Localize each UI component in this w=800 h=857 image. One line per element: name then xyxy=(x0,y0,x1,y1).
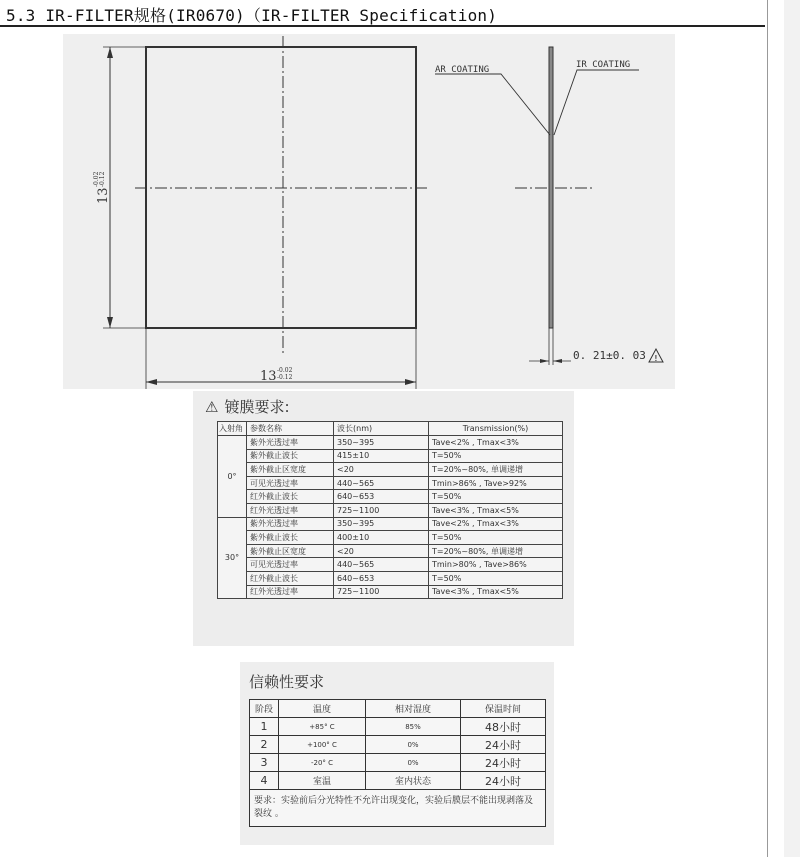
table-cell: Tave<3% , Tmax<5% xyxy=(429,503,563,517)
table-cell: 紫外光透过率 xyxy=(247,436,334,450)
incidence-angle-cell: 0° xyxy=(218,436,247,518)
table-cell: 红外光透过率 xyxy=(247,503,334,517)
table-cell: Tmin>80% , Tave>86% xyxy=(429,558,563,572)
table-header-row xyxy=(218,422,563,436)
table-cell: Tave<3% , Tmax<5% xyxy=(429,585,563,599)
table-cell: T=20%~80%, 单调递增 xyxy=(429,463,563,477)
table-cell: 可见光透过率 xyxy=(247,558,334,572)
table-cell: +85° C xyxy=(279,718,366,736)
table-row xyxy=(218,571,563,585)
width-tolerance-lower: -0.12 xyxy=(277,374,293,381)
table-cell: 640~653 xyxy=(334,571,429,585)
section-heading: 5.3 IR-FILTER规格(IR0670)（IR-FILTER Specification) xyxy=(6,6,498,25)
requirements-note: 要求：实验前后分光特性不允许出现变化，实验后膜层不能出现剥落及裂纹 。 xyxy=(250,790,546,827)
table-cell: 415±10 xyxy=(334,449,429,463)
table-row xyxy=(218,503,563,517)
table-header-cell: 相对湿度 xyxy=(366,700,461,718)
table-header-cell: 温度 xyxy=(279,700,366,718)
incidence-angle-cell: 30° xyxy=(218,517,247,599)
page-margin-strip xyxy=(784,0,800,857)
table-cell: 85% xyxy=(366,718,461,736)
table-row xyxy=(218,490,563,504)
table-cell: 400±10 xyxy=(334,531,429,545)
table-cell: T=50% xyxy=(429,449,563,463)
table-cell: 紫外截止区宽度 xyxy=(247,463,334,477)
height-tolerance-lower: -0.12 xyxy=(99,171,106,187)
table-cell: 0% xyxy=(366,754,461,772)
thickness-dimension: 0. 21±0. 03 xyxy=(573,349,646,362)
coating-section-title xyxy=(205,396,290,417)
filter-drawing xyxy=(63,34,675,389)
table-cell: Tave<2% , Tmax<3% xyxy=(429,517,563,531)
table-cell: 350~395 xyxy=(334,436,429,450)
page-border-line xyxy=(767,0,768,857)
table-row xyxy=(218,585,563,599)
width-tolerance-upper: -0.02 xyxy=(277,367,293,374)
table-cell: 室温 xyxy=(279,772,366,790)
table-cell: 440~565 xyxy=(334,476,429,490)
table-cell: 红外光透过率 xyxy=(247,585,334,599)
table-row xyxy=(218,476,563,490)
coating-table xyxy=(217,421,563,599)
table-header-cell: 波长(nm) xyxy=(334,422,429,436)
table-row xyxy=(218,517,563,531)
table-row xyxy=(250,772,546,790)
table-cell: 紫外光透过率 xyxy=(247,517,334,531)
reliability-section-title: 信赖性要求 xyxy=(249,673,325,691)
ar-coating-label: AR COATING xyxy=(435,65,490,75)
table-row xyxy=(218,436,563,450)
table-cell: 红外截止波长 xyxy=(247,571,334,585)
table-cell: +100° C xyxy=(279,736,366,754)
table-row xyxy=(250,718,546,736)
table-row xyxy=(250,790,546,827)
table-cell: 4 xyxy=(250,772,279,790)
table-header-cell: Transmission(%) xyxy=(429,422,563,436)
table-cell: 红外截止波长 xyxy=(247,490,334,504)
warning-mark: ! xyxy=(653,354,659,363)
table-cell: 350~395 xyxy=(334,517,429,531)
table-row xyxy=(218,558,563,572)
table-cell: Tmin>86% , Tave>92% xyxy=(429,476,563,490)
table-cell: 紫外截止波长 xyxy=(247,449,334,463)
height-tolerance-upper: -0.02 xyxy=(93,171,100,187)
table-cell: T=50% xyxy=(429,571,563,585)
warning-icon: ⚠ xyxy=(205,398,219,416)
table-cell: 可见光透过率 xyxy=(247,476,334,490)
table-row xyxy=(250,736,546,754)
height-dimension-value: 13 xyxy=(96,187,111,204)
table-header-cell: 阶段 xyxy=(250,700,279,718)
table-row xyxy=(218,449,563,463)
table-cell: 紫外截止区宽度 xyxy=(247,544,334,558)
table-cell: Tave<2% , Tmax<3% xyxy=(429,436,563,450)
table-cell: 0% xyxy=(366,736,461,754)
coating-title-text: 镀膜要求: xyxy=(224,398,290,416)
table-cell: -20° C xyxy=(279,754,366,772)
table-header-cell: 入射角 xyxy=(218,422,247,436)
table-cell: 室内状态 xyxy=(366,772,461,790)
table-header-cell: 保温时间 xyxy=(461,700,546,718)
table-header-cell: 参数名称 xyxy=(247,422,334,436)
table-row xyxy=(218,544,563,558)
table-cell: 725~1100 xyxy=(334,503,429,517)
table-cell: 440~565 xyxy=(334,558,429,572)
table-cell: <20 xyxy=(334,463,429,477)
table-cell: 紫外截止波长 xyxy=(247,531,334,545)
table-cell: 24小时 xyxy=(461,754,546,772)
table-cell: T=50% xyxy=(429,490,563,504)
table-row xyxy=(218,531,563,545)
ir-coating-leader xyxy=(554,70,639,135)
table-row xyxy=(250,754,546,772)
table-cell: 3 xyxy=(250,754,279,772)
table-cell: 2 xyxy=(250,736,279,754)
table-cell: <20 xyxy=(334,544,429,558)
table-cell: 725~1100 xyxy=(334,585,429,599)
table-row xyxy=(218,463,563,477)
heading-rule xyxy=(0,25,765,27)
ar-coating-leader xyxy=(435,74,550,135)
filter-side-profile xyxy=(549,47,553,328)
table-cell: 640~653 xyxy=(334,490,429,504)
table-cell: 48小时 xyxy=(461,718,546,736)
table-cell: 24小时 xyxy=(461,772,546,790)
ir-coating-label: IR COATING xyxy=(576,60,631,70)
width-dimension-value: 13 xyxy=(260,369,277,384)
table-cell: T=50% xyxy=(429,531,563,545)
table-header-row xyxy=(250,700,546,718)
table-cell: 24小时 xyxy=(461,736,546,754)
table-cell: 1 xyxy=(250,718,279,736)
table-cell: T=20%~80%, 单调递增 xyxy=(429,544,563,558)
reliability-table xyxy=(249,699,546,827)
